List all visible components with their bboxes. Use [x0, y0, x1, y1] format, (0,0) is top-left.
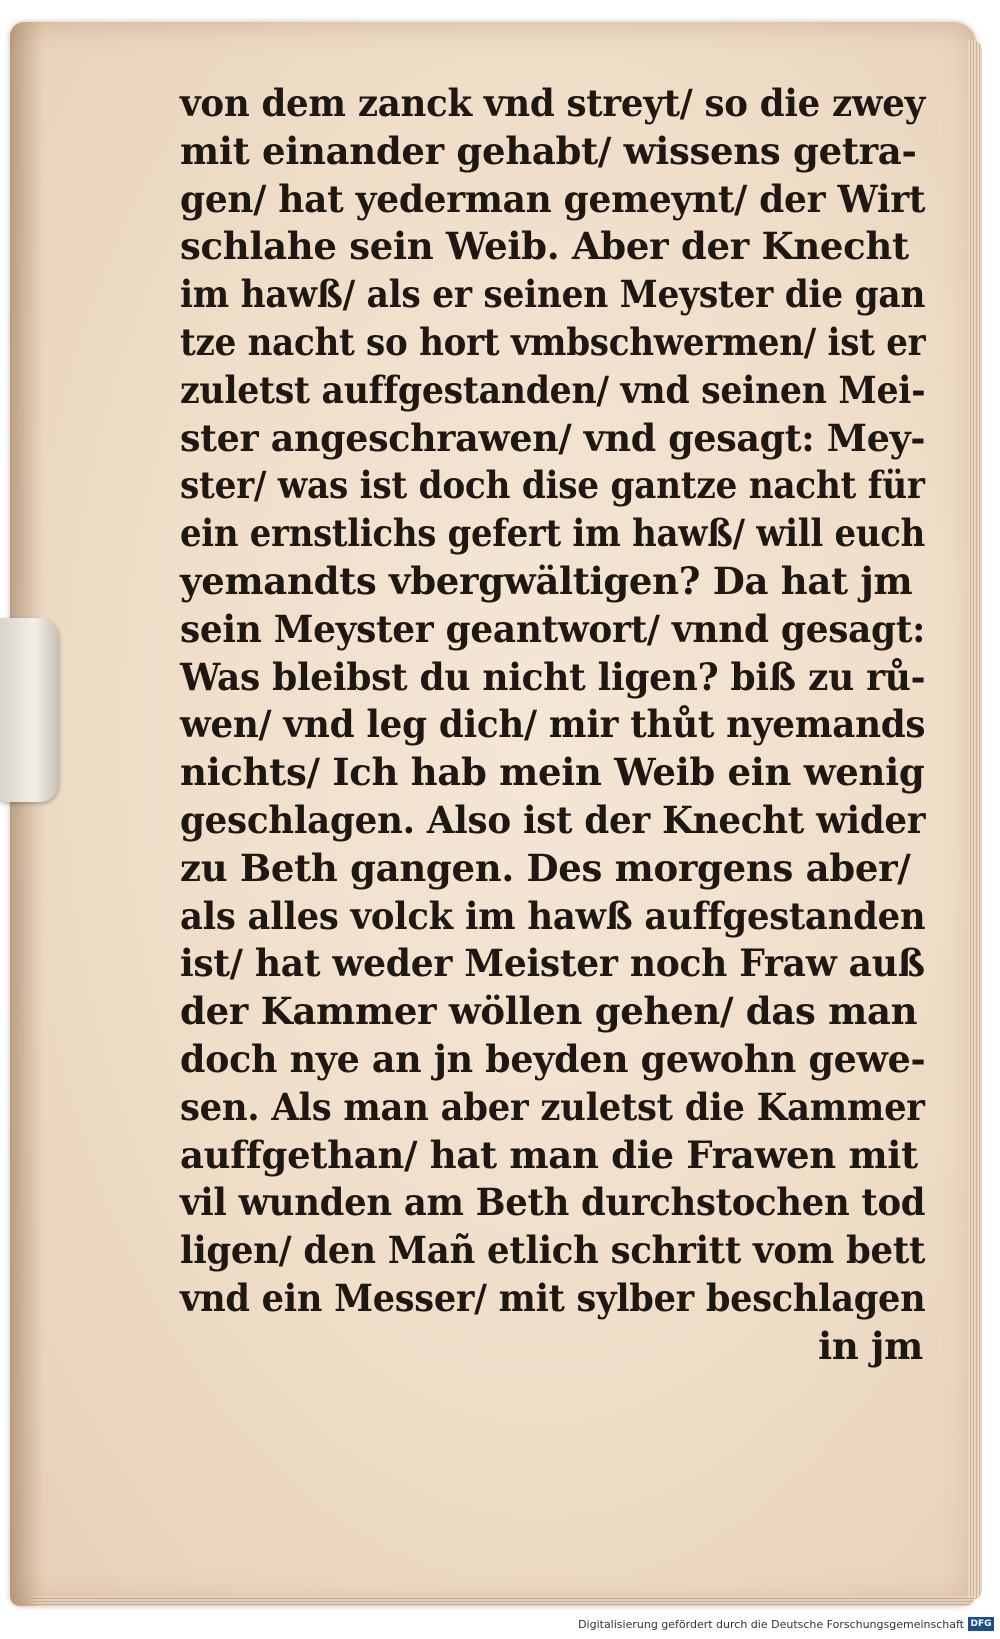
page-edge: [968, 40, 982, 1600]
text-line: ligen/ den Mañ etlich schritt vom bett: [180, 1228, 926, 1273]
text-line: im hawß/ als er seinen Meyster die gan: [180, 272, 926, 317]
page-text: [180, 80, 925, 1371]
text-line: Was bleibst du nicht ligen? biß zu rů-: [180, 654, 926, 699]
gutter-shadow: [10, 22, 44, 1606]
funding-credit: Digitalisierung gefördert durch die Deutsche Forschungsgemeinschaft: [578, 1618, 964, 1631]
footer: [0, 1612, 1000, 1639]
text-line: doch nye an jn beyden gewohn gewe-: [180, 1036, 926, 1081]
text-line: ster/ was ist doch dise gantze nacht für: [180, 463, 925, 508]
text-line: nichts/ Ich hab mein Weib ein wenig: [180, 750, 925, 795]
text-line: zuletst auffgestanden/ vnd seinen Mei-: [180, 367, 926, 412]
book-clip: [0, 618, 58, 802]
catchword: in jm: [818, 1323, 923, 1368]
text-line: wen/ vnd leg dich/ mir thůt nyemands: [180, 702, 926, 747]
text-line: vnd ein Messer/ mit sylber beschlagen: [180, 1275, 926, 1320]
dfg-logo: DFG: [968, 1617, 994, 1631]
text-line: ein ernstlichs gefert im hawß/ will euch: [180, 511, 925, 556]
text-line: vil wunden am Beth durchstochen tod: [180, 1180, 926, 1225]
bottom-page-edge: [30, 1596, 975, 1606]
text-line: sein Meyster geantwort/ vnnd gesagt:: [180, 606, 926, 651]
text-line: gen/ hat yederman gemeynt/ der Wirt: [180, 176, 926, 221]
text-line: geschlagen. Also ist der Knecht wider: [180, 797, 926, 842]
text-line: mit einander gehabt/ wissens getra-: [180, 128, 917, 173]
text-line: als alles volck im hawß auffgestanden: [180, 893, 926, 938]
text-line: auffgethan/ hat man die Frawen mit: [180, 1132, 918, 1177]
text-line: tze nacht so hort vmbschwermen/ ist er: [180, 319, 926, 364]
text-line: zu Beth gangen. Des morgens aber/: [180, 845, 911, 890]
text-line: yemandts vbergwältigen? Da hat jm: [180, 558, 913, 603]
text-line: ist/ hat weder Meister noch Fraw auß: [180, 941, 925, 986]
text-line: sen. Als man aber zuletst die Kammer: [180, 1084, 925, 1129]
text-line: von dem zanck vnd streyt/ so die zwey: [180, 81, 925, 125]
text-line: schlahe sein Weib. Aber der Knecht: [180, 224, 909, 269]
text-line: der Kammer wöllen gehen/ das man: [180, 989, 918, 1034]
text-line: ster angeschrawen/ vnd gesagt: Mey-: [180, 415, 926, 460]
